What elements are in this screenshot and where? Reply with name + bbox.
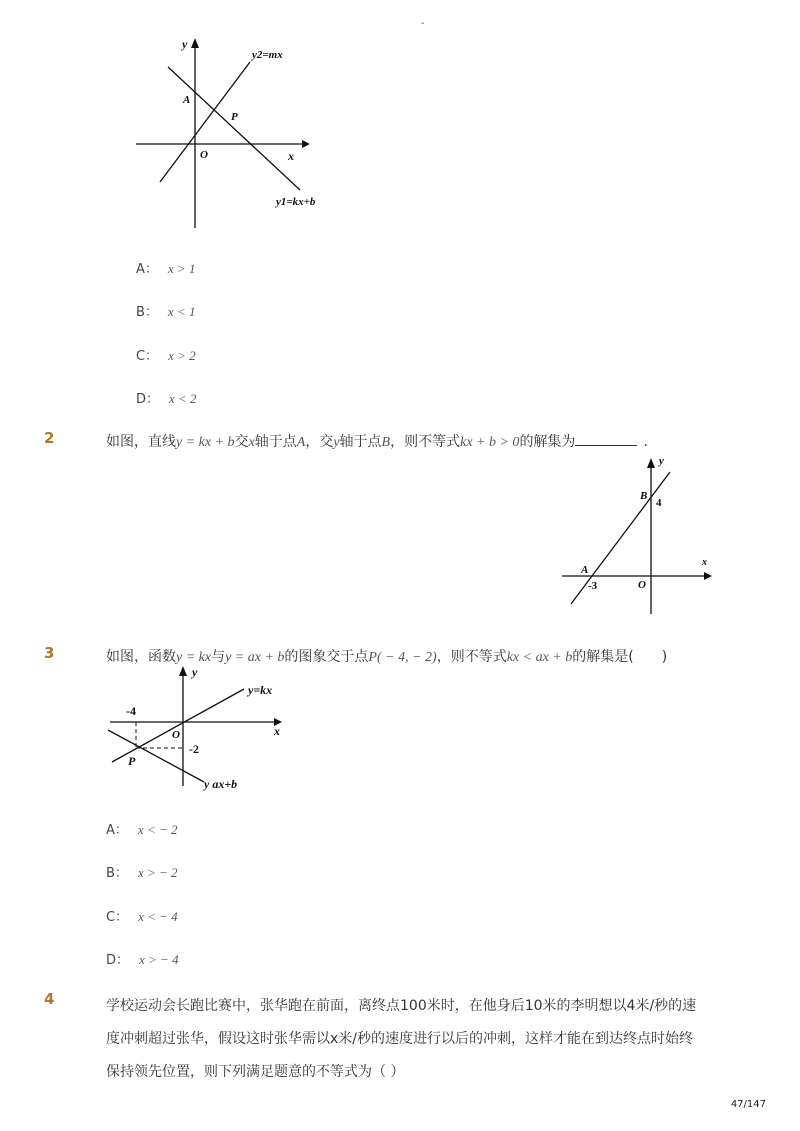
q3-math-3: P( − 4, − 2) (368, 650, 437, 665)
q2-math-1: y = kx + b (176, 435, 235, 450)
q3-origin-label: O (172, 729, 180, 741)
q2-line (571, 472, 670, 604)
q3-text-2: 与 (211, 649, 226, 665)
q2-point-a: A (581, 564, 589, 576)
q2-b-value: 4 (656, 497, 662, 509)
q2-text-7: 的解集为 (519, 434, 576, 450)
q1-option-d[interactable] (136, 388, 197, 407)
q1-option-c-letter: C： (136, 349, 159, 364)
q1-point-a: A (183, 94, 191, 106)
q2-a-value: -3 (588, 580, 598, 592)
q3-number: 3 (44, 644, 55, 662)
q1-option-b[interactable] (136, 301, 195, 320)
q2-math-4: y (333, 435, 340, 450)
q3-text-1: 如图，函数 (106, 649, 176, 665)
q1-line-y1-label: y1=kx+b (276, 196, 316, 208)
q1-line-y1 (168, 67, 300, 190)
q3-option-d-letter: D： (106, 953, 130, 968)
q2-math-3: A (296, 435, 306, 450)
q3-math-4: kx < ax + b (506, 650, 573, 665)
page-number: 47/147 (730, 1099, 766, 1110)
q1-option-d-expr: x < 2 (169, 391, 197, 406)
q2-text-5: 轴于点 (339, 434, 382, 450)
q2-text-1: 如图，直线 (106, 434, 176, 450)
q3-option-b-letter: B： (106, 866, 128, 881)
q3-y-label: y (192, 665, 198, 679)
q3-option-b-expr: x > − 2 (137, 865, 178, 880)
q2-x-arrow (704, 572, 712, 580)
q2-y-label: y (659, 455, 664, 467)
q2-text-4: ，交 (305, 434, 334, 450)
q3-option-c[interactable] (106, 906, 178, 925)
q1-option-b-expr: x < 1 (167, 304, 196, 319)
q1-option-a[interactable] (136, 258, 195, 277)
q1-y-arrow (191, 38, 199, 48)
q2-point-b: B (640, 490, 648, 502)
q3-option-a-expr: x < − 2 (137, 822, 178, 837)
q2-text-6: ，则不等式 (390, 434, 461, 450)
q2-stem (106, 431, 657, 451)
q3-y-arrow (179, 666, 187, 676)
q3-x-value: -4 (126, 704, 136, 718)
q4-stem: 学校运动会长跑比赛中，张华跑在前面，离终点100米时，在他身后10米的李明想以4米/秒的速度冲刺超过张华，假设这时张华需以x米/秒的速度进行以后的冲刺，这样才能在到达终点时始终保持领先位置，则下列满足题意的不等式为（ ） (106, 998, 697, 1080)
q3-line-kx-label: y=kx (248, 683, 273, 697)
q2-text-8: ． (643, 434, 658, 450)
q1-option-a-expr: x > 1 (167, 261, 196, 276)
q3-math-2: y = ax + b (225, 650, 285, 665)
q2-x-label: x (702, 557, 707, 568)
q2-number: 2 (44, 429, 55, 447)
q3-option-a[interactable] (106, 819, 177, 838)
q1-option-b-letter: B： (136, 305, 158, 320)
q3-option-c-letter: C： (106, 910, 129, 925)
q1-option-d-letter: D： (136, 392, 160, 407)
q1-x-label: x (288, 149, 294, 163)
q4-number: 4 (44, 990, 55, 1008)
q1-y-label: y (182, 37, 188, 51)
q3-option-d-expr: x > − 4 (139, 952, 179, 967)
q3-text-3: 的图象交于点 (284, 649, 369, 665)
q3-figure (100, 662, 300, 797)
q3-option-a-letter: A： (106, 823, 128, 838)
q1-figure (130, 30, 340, 240)
q1-origin-label: O (200, 149, 208, 161)
q3-point-p: P (128, 754, 136, 768)
q1-line-y2-label: y2=mx (252, 49, 283, 61)
q3-text-5: 的解集是( ) (572, 649, 668, 665)
q2-math-6: kx + b > 0 (460, 435, 520, 450)
q3-option-c-expr: x < − 4 (138, 909, 178, 924)
q2-answer-blank[interactable] (575, 433, 637, 446)
q3-option-b[interactable] (106, 862, 178, 881)
q2-math-2: x (248, 435, 255, 450)
q2-y-arrow (647, 458, 655, 468)
q1-option-c[interactable] (136, 345, 196, 364)
q2-text-2: 交 (234, 434, 249, 450)
q3-line-kx (112, 689, 244, 762)
header-mark: - (421, 18, 425, 29)
q2-math-5: B (381, 435, 391, 450)
q3-math-1: y = kx (176, 650, 212, 665)
q3-line-ax-label: y ax+b (204, 777, 238, 791)
q3-x-label: x (274, 724, 280, 738)
q3-option-d[interactable] (106, 949, 179, 968)
q2-figure (558, 450, 728, 620)
q1-point-p: P (231, 111, 238, 123)
q1-option-a-letter: A： (136, 262, 158, 277)
q1-option-c-expr: x > 2 (168, 348, 196, 363)
q3-text-4: ，则不等式 (436, 649, 507, 665)
q1-x-arrow (302, 140, 310, 148)
q2-origin-label: O (638, 579, 646, 591)
q3-y-value: -2 (189, 742, 199, 756)
q2-text-3: 轴于点 (254, 434, 297, 450)
